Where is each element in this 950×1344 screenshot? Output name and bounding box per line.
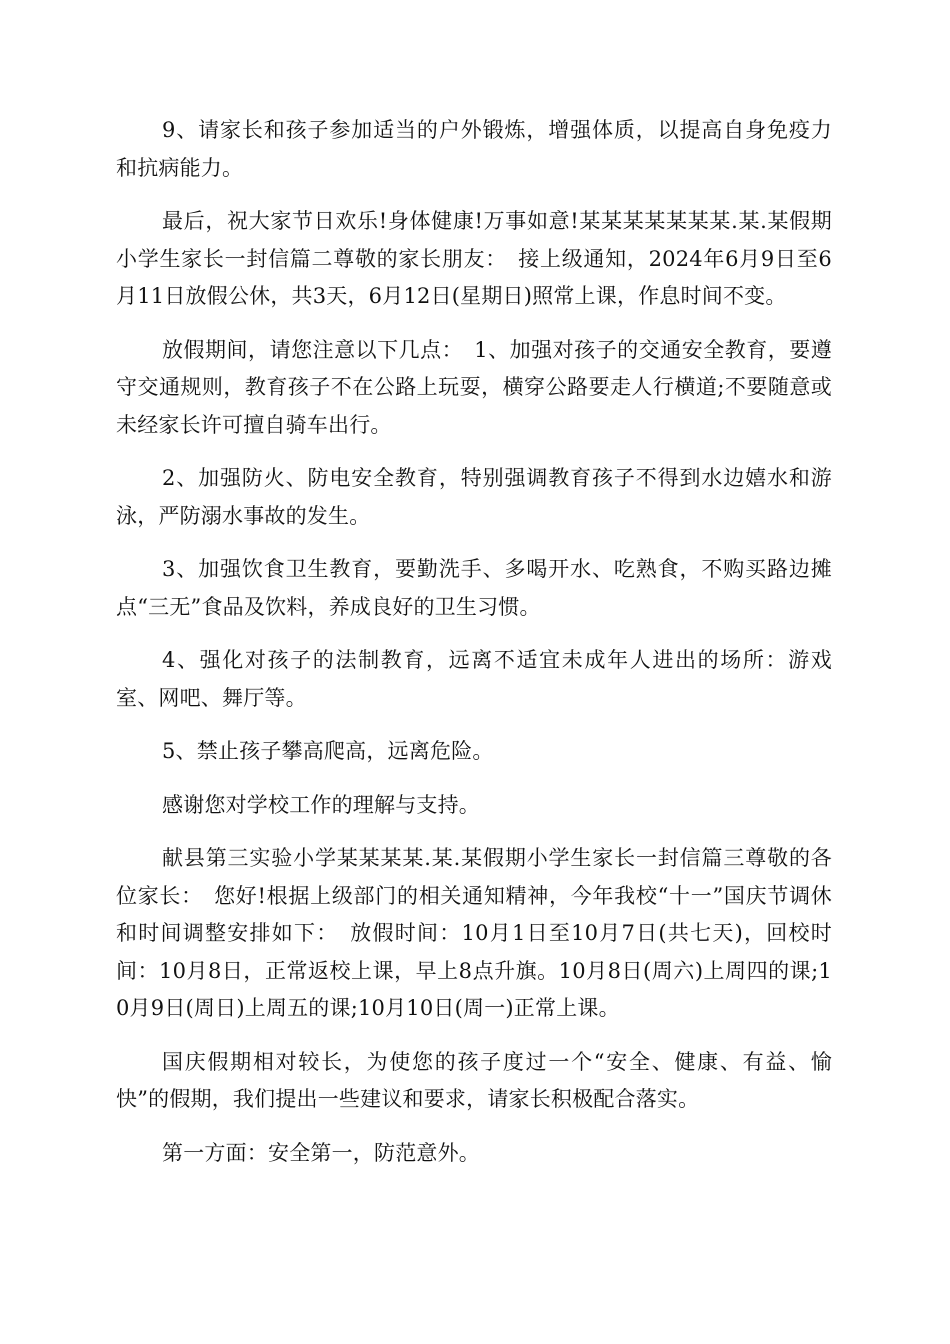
paragraph-legal-education: 4、强化对孩子的法制教育，远离不适宜未成年人进出的场所：游戏室、网吧、舞厅等。	[116, 648, 832, 710]
paragraph-national-day-advice: 国庆假期相对较长，为使您的孩子度过一个“安全、健康、有益、愉快”的假期，我们提出一些建议和要求，请家长积极配合落实。	[116, 1049, 832, 1111]
paragraph-holiday-notes-traffic: 放假期间，请您注意以下几点： 1、加强对孩子的交通安全教育，要遵守交通规则，教育孩子不在公路上玩耍，横穿公路要走人行横道;不要随意或未经家长许可擅自骑车出行。	[116, 337, 832, 437]
paragraph-no-climbing: 5、禁止孩子攀高爬高，远离危险。	[162, 739, 494, 763]
document-body	[116, 112, 832, 1188]
paragraph-letter-three-schedule: 献县第三实验小学某某某某.某.某假期小学生家长一封信篇三尊敬的各位家长： 您好!根据上级部门的相关通知精神，今年我校“十一”国庆节调休和时间调整安排如下： 放假时间：10月1日至10月7日(共七天)，回校时间：10月8日，正常返校上课，早上8点升旗。10月8日(周六)上周四的课;10月9日(周日)上周五的课;10月10日(周一)正常上课。	[116, 846, 832, 1020]
paragraph-item-9-exercise: 9、请家长和孩子参加适当的户外锻炼，增强体质，以提高自身免疫力和抗病能力。	[116, 118, 832, 180]
paragraph-closing-and-letter-two: 最后，祝大家节日欢乐!身体健康!万事如意!某某某某某某某.某.某假期小学生家长一封信篇二尊敬的家长朋友： 接上级通知，2024年6月9日至6月11日放假公休，共3天，6月12日(星期日)照常上课，作息时间不变。	[116, 209, 832, 308]
paragraph-safety-first: 第一方面：安全第一，防范意外。	[162, 1140, 480, 1165]
paragraph-thanks: 感谢您对学校工作的理解与支持。	[162, 792, 480, 817]
paragraph-fire-water-safety: 2、加强防火、防电安全教育，特别强调教育孩子不得到水边嬉水和游泳，严防溺水事故的发生。	[116, 466, 832, 528]
paragraph-food-hygiene: 3、加强饮食卫生教育，要勤洗手、多喝开水、吃熟食，不购买路边摊点“三无”食品及饮料，养成良好的卫生习惯。	[116, 557, 832, 619]
